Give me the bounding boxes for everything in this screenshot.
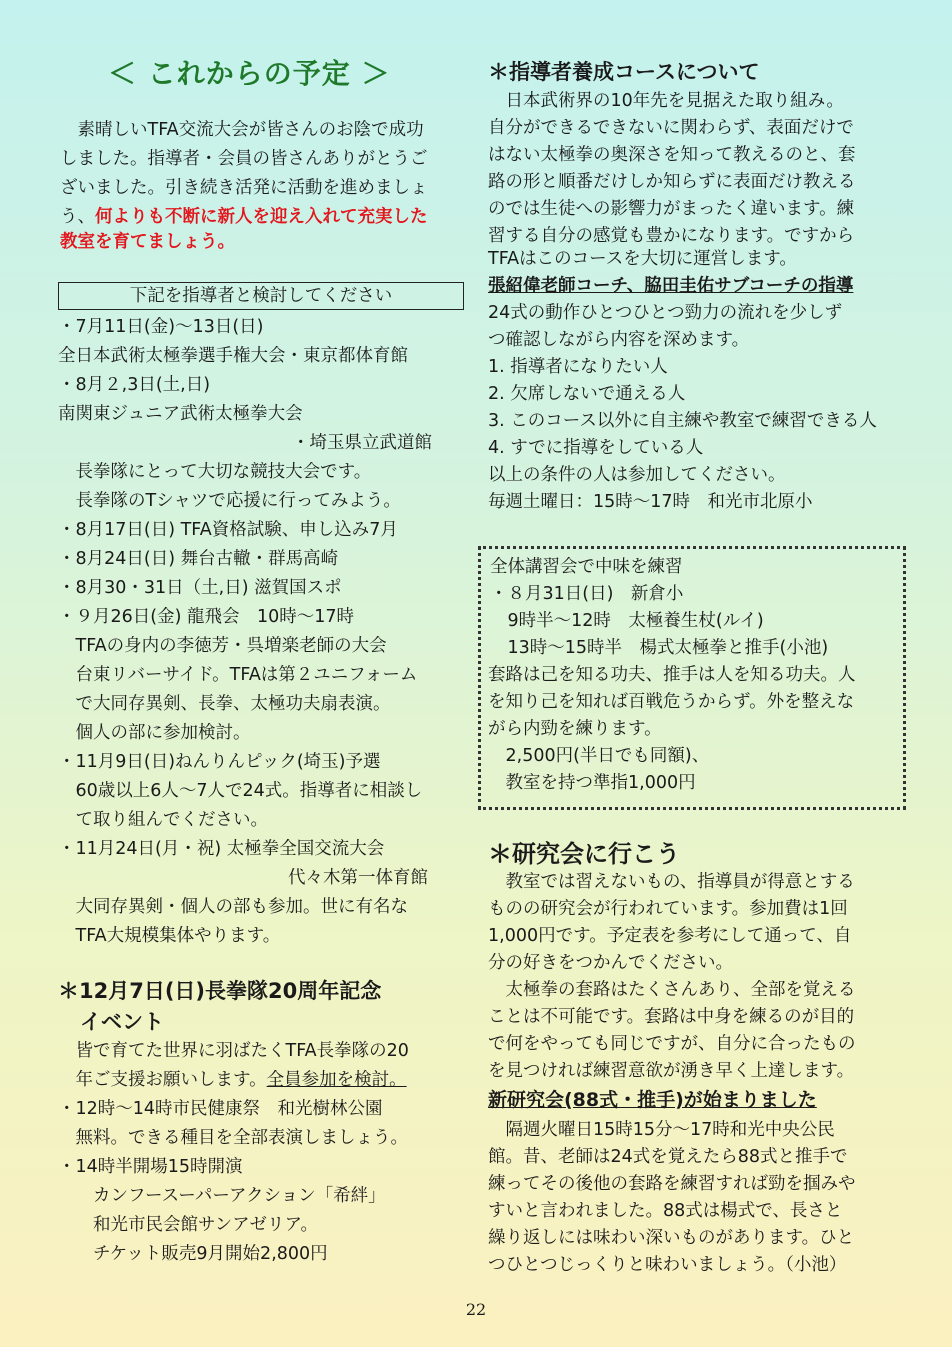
new-study-text: 繰り返しには味わい深いものがあります。ひと	[488, 1228, 855, 1248]
course-heading: ＊指導者養成コースについて	[488, 60, 760, 84]
consult-box: 下記を指導者と検討してください	[58, 282, 464, 310]
schedule-item: ・11月24日(月・祝) 太極拳全国交流大会	[58, 839, 385, 859]
study-text: で何をやっても同じですが、自分に合ったもの	[488, 1034, 856, 1054]
schedule-item: ・8月30・31日（土,日) 滋賀国スポ	[58, 578, 342, 598]
schedule-item: ・8月２,3日(土,日)	[58, 375, 211, 395]
workshop-line: がら内勁を練ります。	[488, 719, 662, 739]
new-study-text: 館。昔、老師は24式を覚えたら88式と推手で	[488, 1147, 848, 1167]
study-text: ものの研究会が行われています。参加費は1回	[488, 899, 848, 919]
schedule-item: ・7月11日(金)〜13日(日)	[58, 317, 264, 337]
schedule-item: 長拳隊にとって大切な競技大会です。	[58, 462, 372, 482]
course-text: TFAはこのコースを大切に運営します。	[488, 249, 797, 269]
event-item: 和光市民会館サンアゼリア。	[58, 1215, 319, 1235]
schedule-item: TFAの身内の李徳芳・呉増楽老師の大会	[58, 636, 387, 656]
course-text: はない太極拳の奥深さを知って教えるのと、套	[488, 145, 856, 165]
workshop-line: 套路は己を知る功夫、推手は人を知る功夫。人	[488, 665, 856, 685]
workshop-line: ・８月31日(日) 新倉小	[490, 584, 684, 604]
course-text: 自分ができるできないに関わらず、表面だけで	[488, 118, 854, 138]
study-heading: ＊研究会に行こう	[488, 840, 680, 868]
schedule-item: 台東リバーサイド。TFAは第２ユニフォーム	[58, 665, 418, 685]
study-text: 1,000円です。予定表を参考にして通って、自	[488, 926, 852, 946]
page-number: 22	[465, 1300, 487, 1319]
event-text-2-underlined: 全員参加を検討。	[266, 1070, 407, 1090]
coach-heading: 張紹偉老師コーチ、脇田圭佑サブコーチの指導	[488, 276, 854, 296]
study-text: を見つければ練習意欲が湧き早く上達します。	[488, 1061, 855, 1081]
schedule-item: ・埼玉県立武道館	[292, 433, 432, 453]
schedule-item: TFA大規模集体やります。	[58, 926, 281, 946]
event-item: チケット販売9月開始2,800円	[58, 1244, 328, 1264]
schedule-item: ・９月26日(金) 龍飛会 10時〜17時	[58, 607, 355, 627]
intro-line-1: 素晴しいTFA交流大会が皆さんのお陰で成功	[60, 120, 424, 140]
course-text: 路の形と順番だけしか知らずに表面だけ教える	[488, 172, 856, 192]
intro-line-3: ざいました。引き続き活発に活動を進めましょ	[60, 178, 428, 198]
intro-highlight-2: 教室を育てましょう。	[60, 232, 235, 252]
event-text-2	[58, 1066, 407, 1095]
workshop-line: 2,500円(半日でも同額)、	[488, 746, 710, 766]
workshop-line: を知り己を知れば百戦危うからず。外を整えな	[488, 692, 855, 712]
schedule-title: ＜ これからの予定 ＞	[108, 57, 391, 90]
workshop-line: 9時半〜12時 太極養生杖(ルイ)	[490, 611, 764, 631]
study-text: 分の好きをつかんでください。	[488, 953, 733, 973]
course-text: 日本武術界の10年先を見据えた取り組み。	[488, 91, 844, 111]
schedule-item: 個人の部に参加検討。	[58, 723, 251, 743]
event-item: ・14時半開場15時開演	[58, 1157, 243, 1177]
schedule-item: 南関東ジュニア武術太極拳大会	[58, 404, 303, 424]
study-text: 太極拳の套路はたくさんあり、全部を覚える	[488, 980, 856, 1000]
workshop-line: 全体講習会で中味を練習	[490, 557, 683, 577]
event-text-2-plain: 年ご支援お願いします。	[58, 1070, 267, 1090]
schedule-item: 大同存異剣・個人の部も参加。世に有名な	[58, 897, 408, 917]
schedule-item: 60歳以上6人〜7人で24式。指導者に相談し	[58, 781, 423, 801]
coach-text: 24式の動作ひとつひとつ勁力の流れを少しず	[488, 303, 843, 323]
intro-line-2: しました。指導者・会員の皆さんありがとうご	[60, 149, 428, 169]
new-study-text: つひとつじっくりと味わいましょう。（小池）	[488, 1255, 847, 1275]
workshop-line: 13時〜15時半 楊式太極拳と推手(小池)	[490, 638, 829, 658]
schedule-item: て取り組んでください。	[58, 810, 268, 830]
schedule-item: で大同存異剣、長拳、太極功夫扇表演。	[58, 694, 391, 714]
schedule-item: ・8月24日(日) 舞台古轍・群馬高崎	[58, 549, 339, 569]
coach-text: 2. 欠席しないで通える人	[488, 384, 686, 404]
coach-text: 毎週土曜日：15時〜17時 和光市北原小	[488, 492, 813, 512]
event-heading: ＊12月7日(日)長拳隊20周年記念	[58, 979, 382, 1003]
event-item: カンフースーパーアクション「希絆」	[58, 1186, 386, 1206]
event-item: ・12時〜14時市民健康祭 和光樹林公園	[58, 1099, 383, 1119]
schedule-item: ・11月9日(日)ねんりんピック(埼玉)予選	[58, 752, 381, 772]
event-item: 無料。できる種目を全部表演しましょう。	[58, 1128, 408, 1148]
coach-text: つ確認しながら内容を深めます。	[488, 330, 750, 350]
schedule-item: ・8月17日(日) TFA資格試験、申し込み7月	[58, 520, 398, 540]
new-study-text: 隔週火曜日15時15分〜17時和光中央公民	[488, 1120, 835, 1140]
new-study-text: 練ってその後他の套路を練習すれば勁を掴みや	[488, 1174, 856, 1194]
new-study-heading: 新研究会(88式・推手)が始まりました	[488, 1089, 817, 1111]
new-study-text: すいと言われました。88式は楊式で、長さと	[488, 1201, 843, 1221]
event-heading-cont: イベント	[80, 1010, 164, 1034]
coach-text: 以上の条件の人は参加してください。	[488, 465, 786, 485]
workshop-line: 教室を持つ準指1,000円	[488, 773, 696, 793]
course-text: のでは生徒への影響力がまったく違います。練	[488, 199, 855, 219]
intro-plain: う、	[60, 207, 95, 227]
coach-text: 1. 指導者になりたい人	[488, 357, 668, 377]
coach-text: 3. このコース以外に自主練や教室で練習できる人	[488, 411, 877, 431]
study-text: 教室では習えないもの、指導員が得意とする	[488, 872, 855, 892]
schedule-item: 代々木第一体育館	[288, 868, 428, 888]
coach-text: 4. すでに指導をしている人	[488, 438, 704, 458]
intro-highlight-1: 何よりも不断に新人を迎え入れて充実した	[95, 207, 428, 227]
event-text-1: 皆で育てた世界に羽ばたくTFA長拳隊の20	[58, 1041, 409, 1061]
course-text: 習する自分の感覚も豊かになります。ですから	[488, 226, 855, 246]
schedule-item: 長拳隊のTシャツで応援に行ってみよう。	[58, 491, 401, 511]
study-text: ことは不可能です。套路は中身を練るのが目的	[488, 1007, 855, 1027]
schedule-item: 全日本武術太極拳選手権大会・東京都体育館	[58, 346, 408, 366]
